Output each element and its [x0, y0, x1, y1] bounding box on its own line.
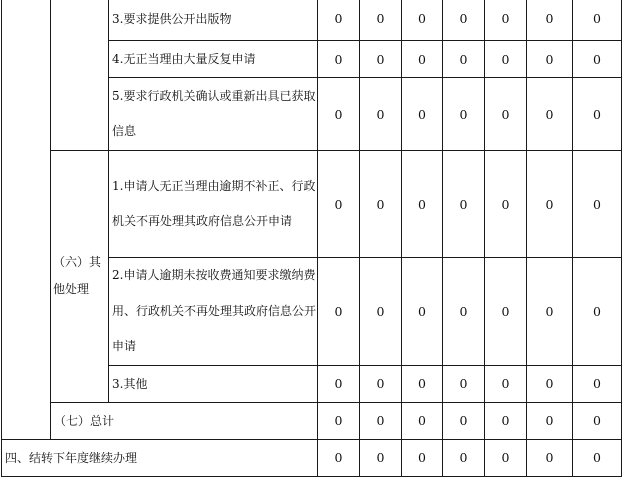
value-cell: 0 — [360, 365, 402, 402]
section-cell-blank — [2, 0, 51, 439]
value-cell: 0 — [527, 258, 573, 366]
value-cell: 0 — [402, 402, 443, 439]
total-label: （七）总计 — [51, 402, 318, 439]
value-cell: 0 — [443, 78, 485, 151]
row-label: 1.申请人无正当理由逾期不补正、行政机关不再处理其政府信息公开申请 — [109, 151, 318, 258]
value-cell: 0 — [402, 151, 443, 258]
value-cell: 0 — [573, 258, 622, 366]
value-cell: 0 — [360, 0, 402, 41]
value-cell: 0 — [318, 78, 360, 151]
value-cell: 0 — [527, 402, 573, 439]
value-cell: 0 — [443, 258, 485, 366]
value-cell: 0 — [485, 0, 527, 41]
value-cell: 0 — [527, 439, 573, 476]
value-cell: 0 — [443, 0, 485, 41]
value-cell: 0 — [485, 151, 527, 258]
value-cell: 0 — [443, 151, 485, 258]
value-cell: 0 — [443, 439, 485, 476]
value-cell: 0 — [485, 402, 527, 439]
carryover-label: 四、结转下年度继续办理 — [2, 439, 318, 476]
table-row — [2, 0, 622, 41]
value-cell: 0 — [402, 365, 443, 402]
row-label: 3.其他 — [109, 365, 318, 402]
value-cell: 0 — [573, 151, 622, 258]
value-cell: 0 — [573, 78, 622, 151]
value-cell: 0 — [360, 439, 402, 476]
value-cell: 0 — [360, 402, 402, 439]
value-cell: 0 — [485, 258, 527, 366]
value-cell: 0 — [318, 258, 360, 366]
table-row — [2, 402, 622, 439]
row-label: 2.申请人逾期未按收费通知要求缴纳费用、行政机关不再处理其政府信息公开申请 — [109, 258, 318, 366]
group-cell-blank — [51, 0, 109, 151]
value-cell: 0 — [318, 439, 360, 476]
value-cell: 0 — [527, 41, 573, 78]
table-row — [2, 151, 622, 258]
value-cell: 0 — [402, 0, 443, 41]
value-cell: 0 — [485, 439, 527, 476]
value-cell: 0 — [318, 41, 360, 78]
value-cell: 0 — [443, 365, 485, 402]
value-cell: 0 — [318, 0, 360, 41]
value-cell: 0 — [527, 151, 573, 258]
value-cell: 0 — [318, 402, 360, 439]
value-cell: 0 — [360, 151, 402, 258]
value-cell: 0 — [402, 78, 443, 151]
value-cell: 0 — [573, 439, 622, 476]
group-six-label: （六）其他处理 — [51, 151, 109, 403]
value-cell: 0 — [360, 41, 402, 78]
value-cell: 0 — [573, 365, 622, 402]
row-label: 4.无正当理由大量反复申请 — [109, 41, 318, 78]
value-cell: 0 — [360, 78, 402, 151]
statistics-table — [1, 0, 622, 477]
value-cell: 0 — [318, 365, 360, 402]
value-cell: 0 — [318, 151, 360, 258]
table-row — [2, 439, 622, 476]
row-label: 3.要求提供公开出版物 — [109, 0, 318, 41]
value-cell: 0 — [527, 365, 573, 402]
value-cell: 0 — [443, 41, 485, 78]
value-cell: 0 — [485, 41, 527, 78]
value-cell: 0 — [402, 258, 443, 366]
value-cell: 0 — [360, 258, 402, 366]
row-label: 5.要求行政机关确认或重新出具已获取信息 — [109, 78, 318, 151]
value-cell: 0 — [402, 41, 443, 78]
value-cell: 0 — [527, 78, 573, 151]
value-cell: 0 — [443, 402, 485, 439]
value-cell: 0 — [485, 365, 527, 402]
value-cell: 0 — [573, 0, 622, 41]
value-cell: 0 — [485, 78, 527, 151]
value-cell: 0 — [527, 0, 573, 41]
value-cell: 0 — [402, 439, 443, 476]
value-cell: 0 — [573, 41, 622, 78]
value-cell: 0 — [573, 402, 622, 439]
